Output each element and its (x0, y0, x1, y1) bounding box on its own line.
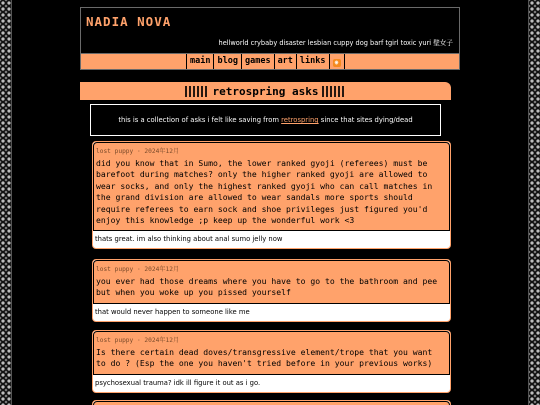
nav-links (186, 54, 345, 69)
ask-meta: lost puppy · 2024年12月 (96, 337, 180, 344)
ask-card (92, 259, 451, 322)
intro-box (90, 104, 441, 136)
nav-link-games[interactable]: games (242, 54, 275, 69)
rss-link[interactable] (330, 54, 345, 69)
left-lace-border (0, 0, 12, 405)
ask-question-box (93, 331, 450, 375)
page-title: retrospring asks (212, 84, 319, 98)
ask-question-box (93, 401, 450, 405)
ask-card-partial (92, 400, 451, 405)
nav-link-main[interactable]: main (187, 54, 214, 69)
ask-meta: lost puppy · 2024年12月 (96, 266, 180, 273)
intro-text-after: since that sites dying/dead (318, 116, 413, 124)
ask-answer: that would never happen to someone like me (95, 307, 250, 316)
nav-bar (80, 54, 460, 70)
nav-link-blog[interactable]: blog (214, 54, 241, 69)
ask-question: did you know that in Sumo, the lower ranked gyoji (referees) must be barefoot during matches? only the higher ranked gyoji are allowed to wear socks, and only the highest ranked gyoji who can call matches in the grand division are allowed to wear sandals more sports should require referees to earn sock and shoe privileges just figured you'd enjoy this knowledge ;p keep up the wonderful work <3 (96, 158, 433, 226)
ask-question-box (93, 260, 450, 304)
right-lace-border (528, 0, 540, 405)
ask-answer: thats great. im also thinking about anal sumo jelly now (95, 235, 283, 244)
header-decoration-left (185, 86, 209, 97)
ask-card (92, 330, 451, 393)
header-decoration-right (322, 86, 346, 97)
ask-meta: lost puppy · 2024年12月 (96, 148, 180, 155)
ask-card (92, 141, 451, 249)
ask-answer: psychosexual trauma? idk ill figure it out as i go. (95, 378, 261, 387)
nav-link-links[interactable]: links (297, 54, 330, 69)
site-header (80, 7, 460, 54)
ask-question: Is there certain dead doves/transgressive element/trope that you want to do ? (Esp the one you haven't tried before in your previous works) (96, 347, 433, 369)
nav-link-art[interactable]: art (275, 54, 297, 69)
site-container (80, 0, 460, 405)
site-tagline: hellworld crybaby disaster lesbian cuppy dog barf tgirl toxic yuri 壁女子 (218, 39, 453, 47)
ask-question-box (93, 142, 450, 231)
ask-question: you ever had those dreams where you have to go to the bathroom and pee but when you woke up you pissed yourself (96, 276, 438, 298)
page-header (80, 82, 451, 100)
intro-text-before: this is a collection of asks i felt like saving from (118, 116, 282, 124)
rss-icon: ◉ (333, 59, 341, 67)
site-title[interactable]: NADIA NOVA (86, 14, 172, 29)
retrospring-link[interactable]: retrospring (281, 116, 319, 124)
